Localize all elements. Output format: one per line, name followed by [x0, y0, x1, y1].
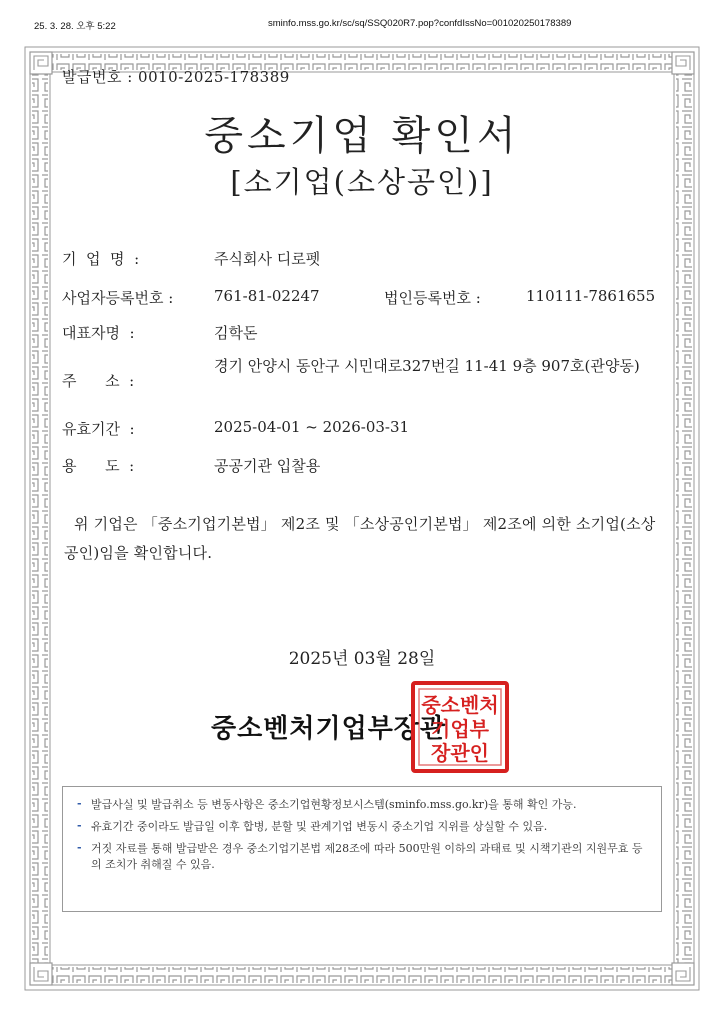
issue-date: 2025년 03월 28일: [288, 649, 436, 669]
business-reg-no-value: 761-81-02247: [214, 287, 320, 305]
business-reg-no-label: 사업자등록번호 :: [62, 289, 174, 307]
company-name-label: 기 업 명 :: [62, 250, 140, 268]
seal-line-1: 중소벤처: [421, 693, 499, 717]
bullet-dash-icon: -: [77, 797, 82, 810]
official-seal-stamp: [410, 680, 510, 774]
address-label: 주 소 :: [62, 372, 135, 390]
corporate-reg-no-label: 법인등록번호 :: [384, 289, 481, 307]
representative-value: 김학돈: [214, 324, 258, 342]
purpose-label: 용 도 :: [62, 457, 135, 475]
valid-period-label: 유효기간 :: [62, 420, 135, 438]
seal-line-2: 기업부: [431, 717, 489, 741]
bullet-dash-icon: -: [77, 819, 82, 832]
notice-text: 거짓 자료를 통해 발급받은 경우 중소기업기본법 제28조에 따라 500만원 이하의 과태료 및 시책기관의 지원무효 등의 조치가 취해질 수 있음.: [91, 842, 643, 871]
seal-line-3: 장관인: [431, 741, 489, 765]
print-datetime: 25. 3. 28. 오후 5:22: [34, 21, 116, 32]
document-subtitle: [소기업(소상공인)]: [230, 165, 494, 199]
notice-item: [77, 841, 649, 873]
notice-item: [77, 797, 649, 813]
print-header: [0, 18, 724, 34]
issue-number: 발급번호 : 0010-2025-178389: [62, 68, 290, 86]
print-url: sminfo.mss.go.kr/sc/sq/SSQ020R7.pop?confdIssNo=001020250178389: [268, 18, 572, 29]
notice-text: 유효기간 중이라도 발급일 이후 합병, 분할 및 관계기업 변동시 중소기업 지위를 상실할 수 있음.: [91, 820, 548, 833]
bullet-dash-icon: -: [77, 841, 82, 854]
confirmation-statement: 위 기업은 「중소기업기본법」 제2조 및 「소상공인기본법」 제2조에 의한 소기업(소상공인)임을 확인합니다.: [64, 515, 656, 562]
purpose-value: 공공기관 입찰용: [214, 457, 321, 475]
corporate-reg-no-value: 110111-7861655: [526, 287, 656, 305]
issuer-name: 중소벤처기업부장관: [211, 714, 447, 744]
document-title: 중소기업 확인서: [204, 113, 520, 159]
company-name-value: 주식회사 디로펫: [214, 250, 321, 268]
representative-label: 대표자명 :: [62, 324, 135, 342]
notice-text: 발급사실 및 발급취소 등 변동사항은 중소기업현황정보시스템(sminfo.mss.go.kr)을 통해 확인 가능.: [91, 798, 577, 811]
notice-item: [77, 819, 649, 835]
valid-period-value: 2025-04-01 ~ 2026-03-31: [214, 418, 410, 436]
notice-box: [62, 786, 662, 912]
address-value: 경기 안양시 동안구 시민대로327번길 11-41 9층 907호(관양동): [214, 357, 640, 375]
